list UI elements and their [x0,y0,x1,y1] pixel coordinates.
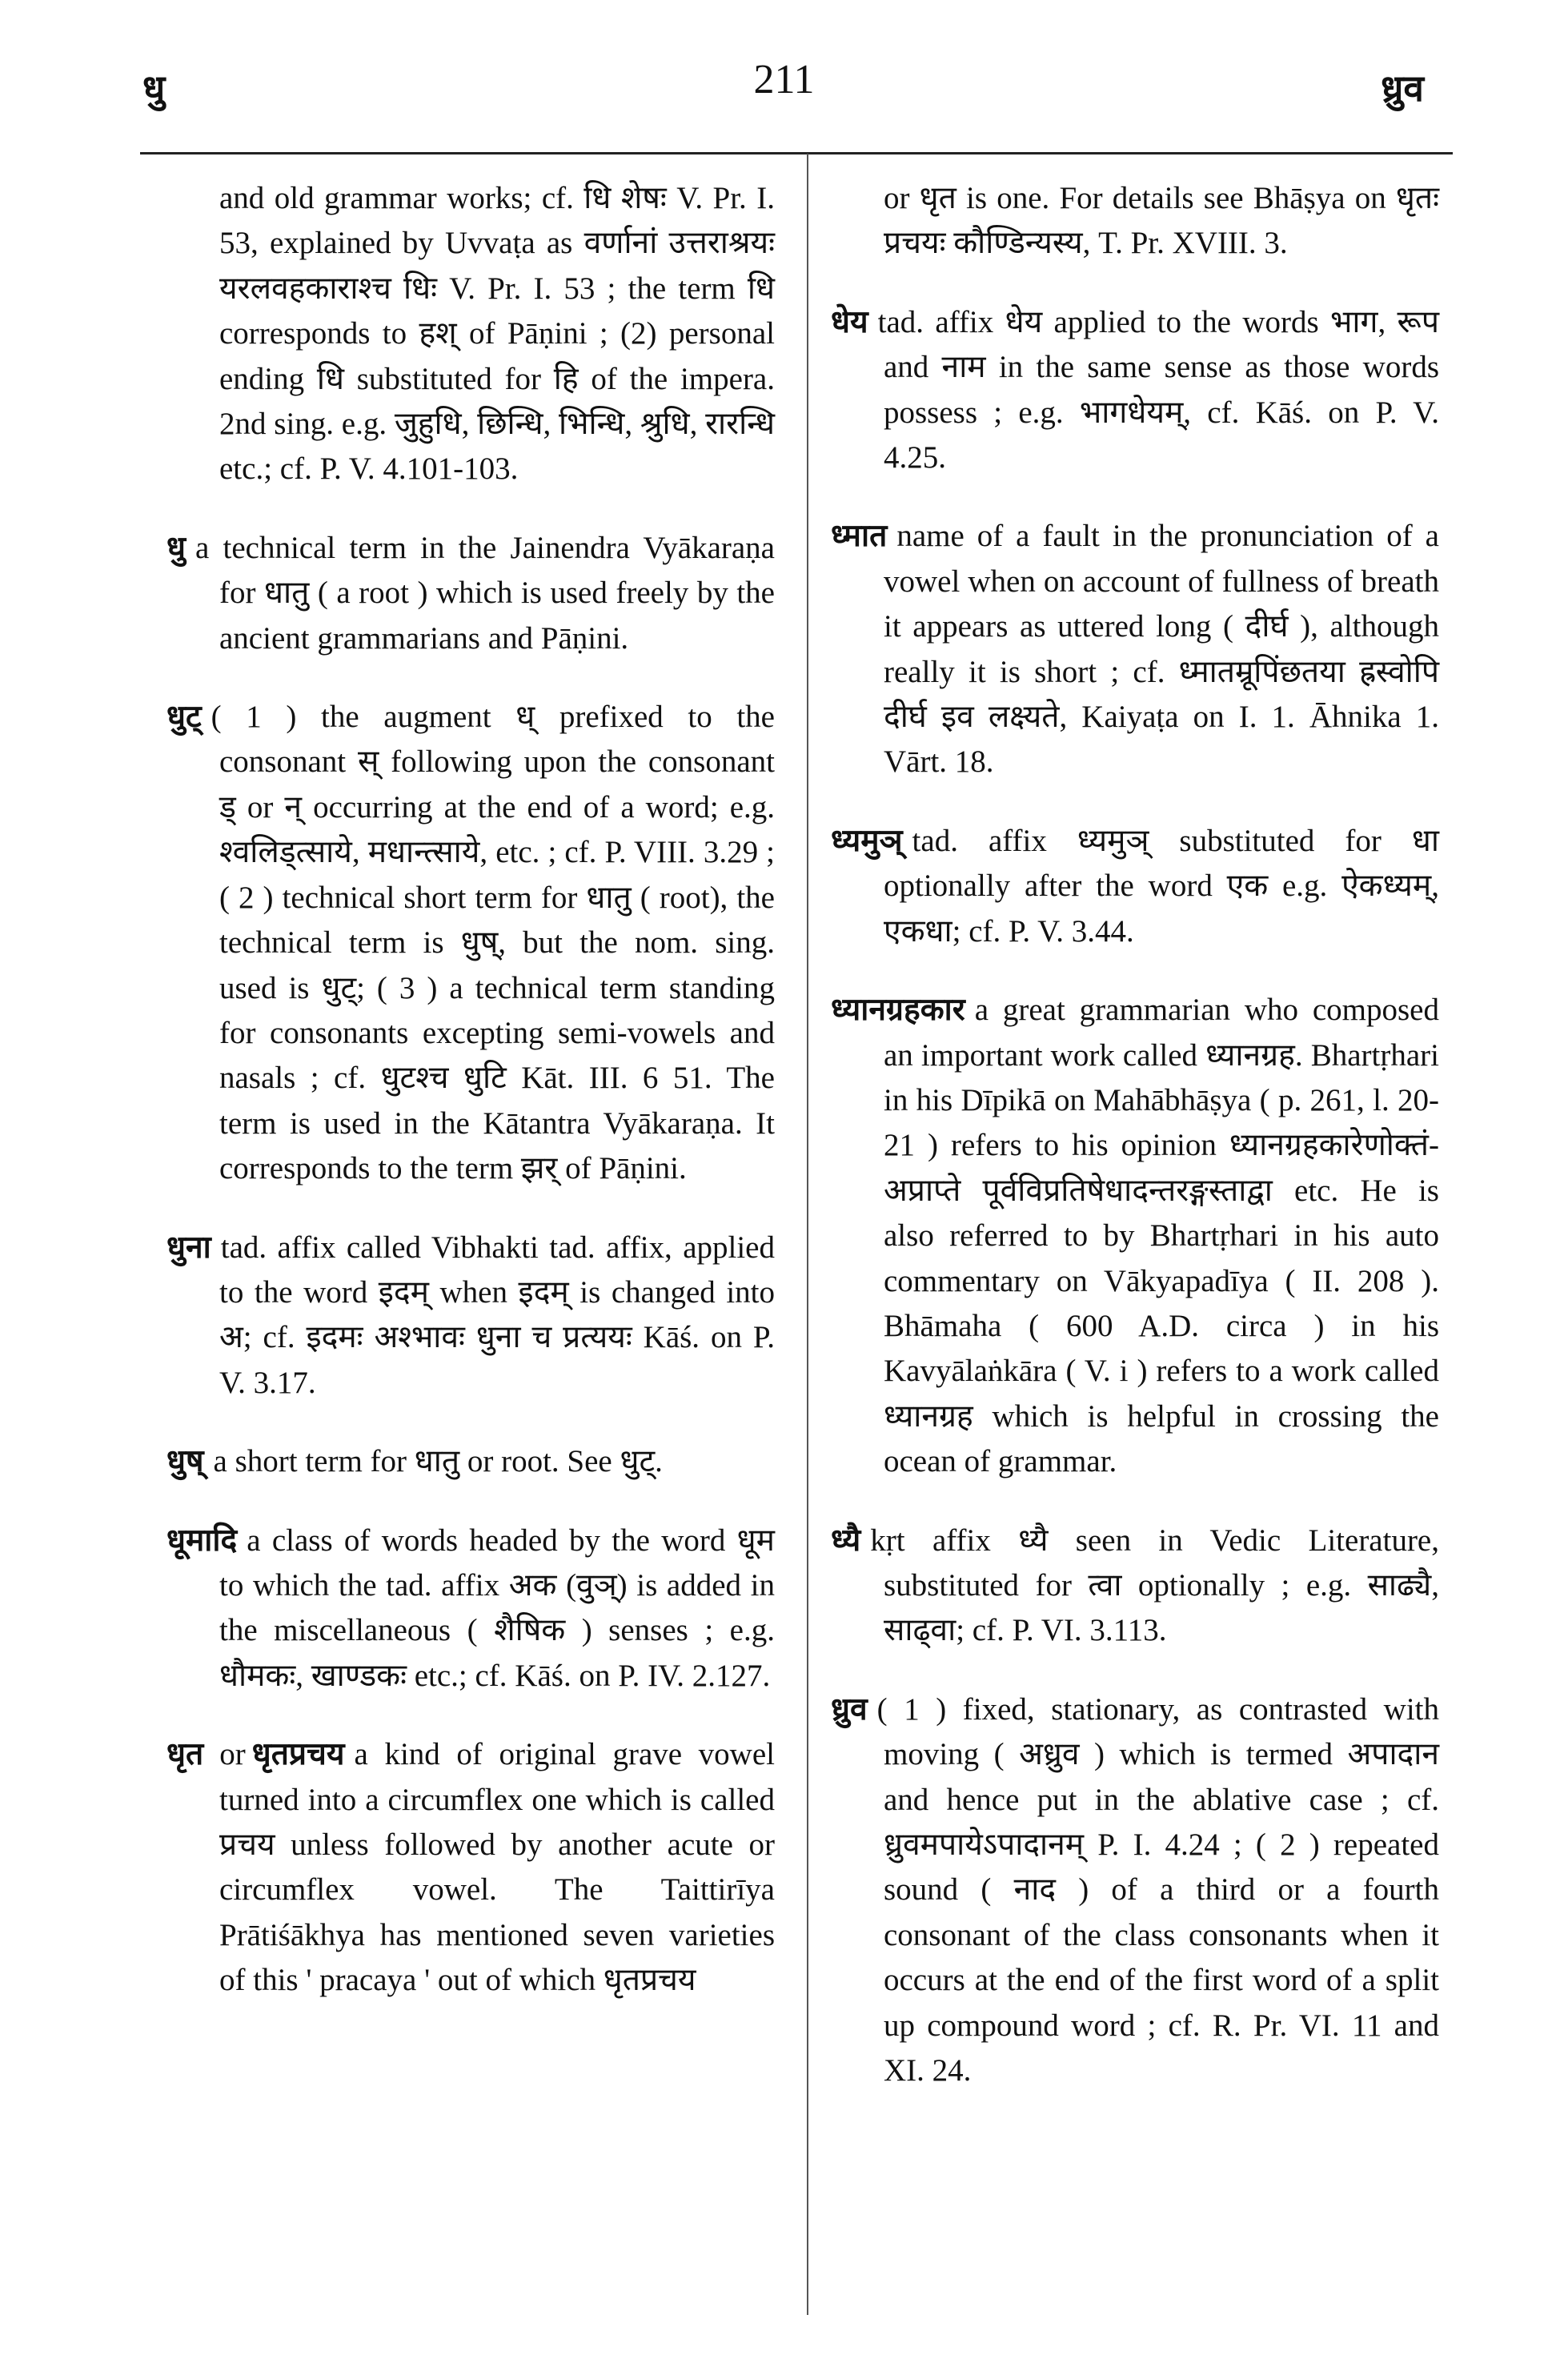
entry-dhu [166,526,775,661]
entry-dhumadi [166,1518,775,1699]
entry-dhyamun [831,819,1439,954]
entry-dhruva [831,1687,1439,2094]
entry-headword: ध्यानग्रहकार [831,993,965,1028]
entry-dhuna [166,1226,775,1406]
entry-headword: धुष् [166,1444,204,1479]
right-guideword: ध्रुव [1381,68,1424,109]
entry-headword: धूमादि [166,1522,238,1558]
entry-text: tad. affix called Vibhakti tad. affix, applied to the word इदम् when इदम् is changed into अ; cf. इदमः अश्भावः धुना च प्रत्ययः Kāś. on P. V. 3.17. [219,1230,775,1400]
entry-text: kṛt affix ध्यै seen in Vedic Literature, substituted for त्वा optionally ; e.g. साढ्यै, साढ्वा; cf. P. VI. 3.113. [870,1522,1439,1648]
entry-text: a great grammarian who composed an important work called ध्यानग्रह. Bhartṛhari in his Dīpikā on Mahābhāṣya ( p. 261, l. 20-21 ) refers to his opinion ध्यानग्रहकारेणोक्तं-अप्राप्ते पूर्वविप्रतिषेधादन्तरङ्गस्ताद्वा etc. He is also referred to by Bhartṛhari in his auto commentary on Vākyapadīya ( II. 208 ). Bhāmaha ( 600 A.D. circa ) in his Kavyālaṅkāra ( V. i ) refers to a work called ध्यानग्रह which is helpful in crossing the ocean of grammar. [884,993,1439,1479]
left-column [166,176,775,2037]
entry-headword: ध्मात [831,519,888,554]
entry-text: a technical term in the Jainendra Vyākaraṇa for धातु ( a root ) which is used freely by the ancient grammarians and Pāṇini. [195,530,775,656]
entry-headword: धुना [166,1230,211,1265]
column-divider [807,154,808,2315]
entry-text: a kind of original grave vowel turned into a circumflex one which is called प्रचय unless followed by another acute or circumflex vowel. The Taittirīya Prātiśākhya has mentioned seven varieties of this ' pracaya ' out of which धृतप्रचय [219,1737,775,1998]
right-column [831,176,1439,2127]
entry-dhyai [831,1518,1439,1654]
entry-continuation [166,176,775,492]
entry-headword: धृत [166,1737,204,1772]
entry-continuation [831,176,1439,267]
entry-or: or [219,1737,246,1772]
entry-dhush [166,1439,775,1484]
entry-text: a class of words headed by the word धूम to which the tad. affix अक (वुञ्) is added in the miscellaneous ( शैषिक ) senses ; e.g. धौमकः, खाण्डकः etc.; cf. Kāś. on P. IV. 2.127. [219,1522,775,1693]
entry-headword: धुट् [166,700,202,735]
entry-dhrta [166,1732,775,2003]
entry-text: a short term for धातु or root. See धुट्. [213,1444,663,1479]
entry-dhut [166,695,775,1191]
entry-headword: ध्रुव [831,1691,868,1727]
entry-text: name of a fault in the pronunciation of a vowel when on account of fullness of breath it appears as uttered long ( दीर्घ ), although really it is short ; cf. ध्मातम्रूपिंछतया ह्रस्वोपि दीर्घ इव लक्ष्यते, Kaiyaṭa on I. 1. Āhnika 1. Vārt. 18. [884,519,1439,780]
entry-text: and old grammar works; cf. धि शेषः V. Pr. I. 53, explained by Uvvaṭa as वर्णानां उत्तराश्रयः यरलवहकाराश्च धिः V. Pr. I. 53 ; the term धि corresponds to हश् of Pāṇini ; (2) personal ending धि substituted for हि of the impera. 2nd sing. e.g. जुहुधि, छिन्धि, भिन्धि, श्रुधि, रारन्धि etc.; cf. P. V. 4.101-103. [219,181,775,487]
entry-text: or धृत is one. For details see Bhāṣya on धृतः प्रचयः कौण्डिन्यस्य, T. Pr. XVIII. 3. [884,181,1439,261]
left-guideword: धु [142,68,166,109]
entry-dhyanagrahakara [831,988,1439,1484]
entry-dheya [831,300,1439,481]
entry-text: tad. affix धेय applied to the words भाग, रूप and नाम in the same sense as those words possess ; e.g. भागधेयम्, cf. Kāś. on P. V. 4.25. [877,304,1439,475]
entry-text: ( 1 ) the augment ध् prefixed to the consonant स् following upon the consonant ड् or न् occurring at the end of a word; e.g. श्वलिड्त्साये, मधान्त्साये, etc. ; cf. P. VIII. 3.29 ; ( 2 ) technical short term for धातु ( root), the technical term is धुष्, but the nom. sing. used is धुट्; ( 3 ) a technical term standing for consonants excepting semi-vowels and nasals ; cf. धुटश्च धुटि Kāt. III. 6 51. The term is used in the Kātantra Vyākaraṇa. It corresponds to the term झर् of Pāṇini. [211,700,775,1186]
entry-dhmata [831,514,1439,784]
header-rule [140,152,1453,154]
entry-headword: धु [166,530,186,565]
page-number: 211 [753,57,815,102]
entry-headword: धेय [831,304,868,339]
entry-headword: ध्यै [831,1522,861,1558]
entry-headword-alt: धृतप्रचय [251,1737,345,1772]
entry-text: tad. affix ध्यमुञ् substituted for धा optionally after the word एक e.g. ऐकध्यम्, एकधा; cf. P. V. 3.44. [884,823,1439,949]
entry-headword: ध्यमुञ् [831,823,903,858]
entry-text: ( 1 ) fixed, stationary, as contrasted with moving ( अध्रुव ) which is termed अपादान and hence put in the ablative case ; cf. ध्रुवमपायेऽपादानम् P. I. 4.24 ; ( 2 ) repeated sound ( नाद ) of a third or a fourth consonant of the class consonants when it occurs at the end of the first word of a split up compound word ; cf. R. Pr. VI. 11 and XI. 24. [876,1691,1439,2088]
